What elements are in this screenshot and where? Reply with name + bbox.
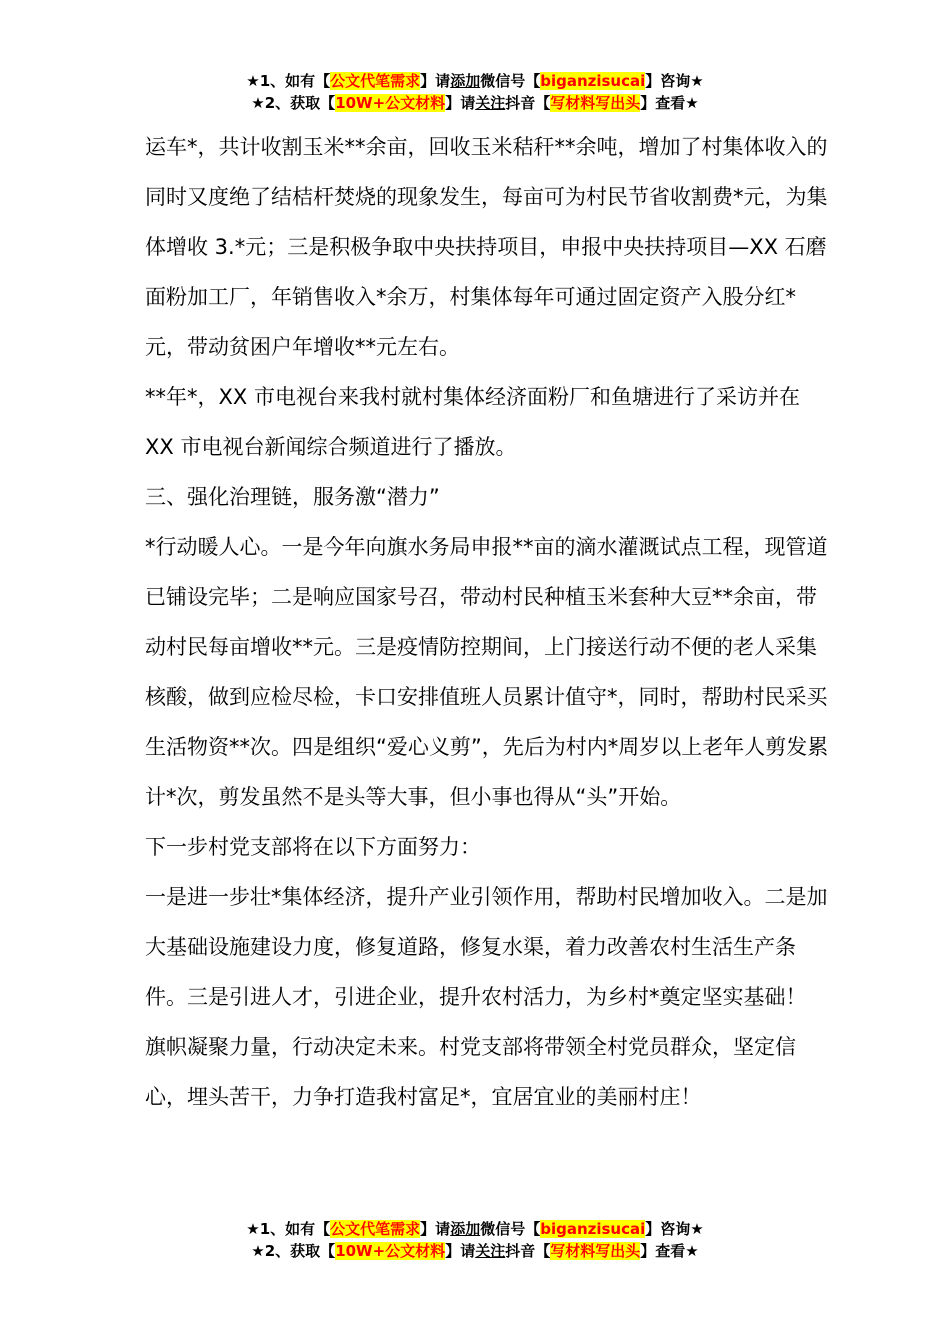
paragraph: 运车*，共计收割玉米**余亩，回收玉米秸秆**余吨，增加了村集体收入的同时又度绝了结桔杆焚烧的现象发生，每亩可为村民节省收割费*元，为集体增收 3.*元；三是积极争取中央扶持项目，申报中央扶持项目—XX 石磨面粉加工厂，年销售收入*余万，村集体每年可通过固定资产入股分红*元，带动贫困户年增收**元左右。	[145, 135, 828, 359]
banner-text: 】请	[420, 1220, 451, 1238]
banner-highlight: biganzisucai	[540, 72, 646, 90]
banner-highlight: 10W+公文材料	[335, 1242, 446, 1260]
banner-text: ★2、获取【	[251, 94, 336, 112]
paragraph: 旗帜凝聚力量，行动决定未来。村党支部将带领全村党员群众，坚定信心，埋头苦干，力争打造我村富足*，宜居宜业的美丽村庄！	[145, 1035, 796, 1109]
banner-line-1	[0, 1218, 950, 1240]
footer-banner	[0, 1218, 950, 1262]
banner-text: 】查看★	[640, 94, 699, 112]
banner-highlight: biganzisucai	[540, 1220, 646, 1238]
banner-text: 微信号【	[480, 72, 541, 90]
banner-highlight: 写材料写出头	[550, 1242, 641, 1260]
banner-text: 微信号【	[480, 1220, 541, 1238]
banner-line-2	[0, 1240, 950, 1262]
banner-text: 】请	[420, 72, 451, 90]
banner-highlight: 10W+公文材料	[335, 94, 446, 112]
paragraph: 一是进一步壮*集体经济，提升产业引领作用，帮助村民增加收入。二是加大基础设施建设力度，修复道路，修复水渠，着力改善农村生活生产条件。三是引进人才，引进企业，提升农村活力，为乡村*奠定坚实基础！	[145, 885, 828, 1009]
banner-underline: 添加	[450, 1220, 481, 1238]
paragraph: *行动暖人心。一是今年向旗水务局申报**亩的滴水灌溉试点工程，现管道已铺设完毕；二是响应国家号召，带动村民种植玉米套种大豆**余亩，带动村民每亩增收**元。三是疫情防控期间，上门接送行动不便的老人采集核酸，做到应检尽检，卡口安排值班人员累计值守*，同时，帮助村民采买生活物资**次。四是组织“爱心义剪”，先后为村内*周岁以上老年人剪发累计*次，剪发虽然不是头等大事，但小事也得从“头”开始。	[145, 535, 829, 809]
banner-underline: 添加	[450, 72, 481, 90]
header-banner	[0, 70, 950, 114]
banner-text: ★1、如有【	[246, 72, 331, 90]
banner-text: 】查看★	[640, 1242, 699, 1260]
banner-underline: 关注	[475, 94, 506, 112]
banner-text: 】请	[445, 94, 476, 112]
banner-highlight: 公文代笔需求	[330, 1220, 421, 1238]
banner-text: 】咨询★	[645, 1220, 704, 1238]
banner-line-1	[0, 70, 950, 92]
document-body	[145, 122, 835, 1122]
banner-underline: 关注	[475, 1242, 506, 1260]
banner-text: 】请	[445, 1242, 476, 1260]
banner-highlight: 写材料写出头	[550, 94, 641, 112]
banner-text: 】咨询★	[645, 72, 704, 90]
banner-line-2	[0, 92, 950, 114]
paragraph: **年*，XX 市电视台来我村就村集体经济面粉厂和鱼塘进行了采访并在 XX 市电视台新闻综合频道进行了播放。	[145, 385, 800, 459]
banner-highlight: 公文代笔需求	[330, 72, 421, 90]
banner-text: 抖音【	[505, 1242, 551, 1260]
paragraph: 下一步村党支部将在以下方面努力：	[145, 835, 481, 859]
banner-text: ★2、获取【	[251, 1242, 336, 1260]
banner-text: 抖音【	[505, 94, 551, 112]
section-heading: 三、强化治理链，服务激“潜力”	[145, 485, 440, 509]
banner-text: ★1、如有【	[246, 1220, 331, 1238]
